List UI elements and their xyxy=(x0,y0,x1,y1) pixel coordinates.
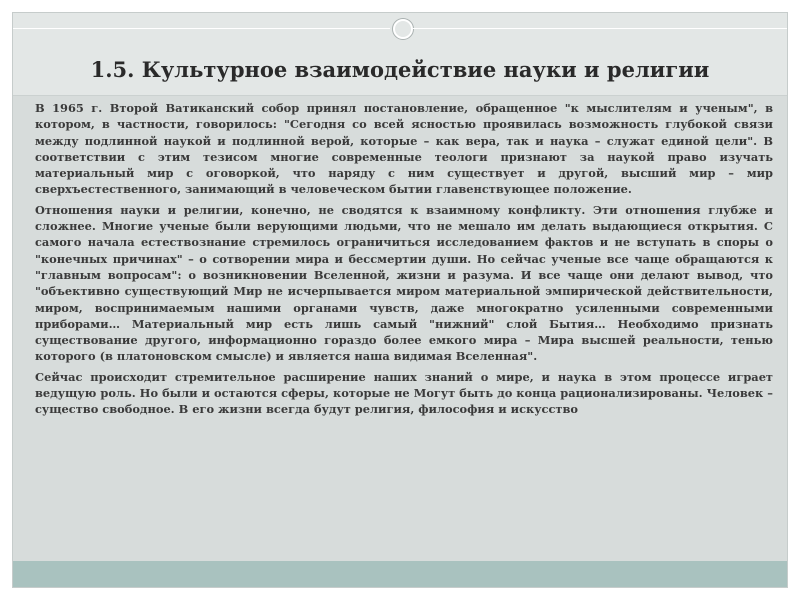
slide-body xyxy=(35,100,773,422)
header-band xyxy=(13,13,787,96)
slide xyxy=(12,12,788,588)
slide-title: 1.5. Культурное взаимодействие науки и религии xyxy=(90,57,710,82)
ring-ornament-icon xyxy=(393,19,413,39)
footer-bar xyxy=(13,561,787,588)
paragraph-3: Сейчас происходит стремительное расширение наших знаний о мире, и наука в этом процессе играет ведущую роль. Но были и остаются сферы, которые не Могут быть до конца рационализированы. Человек – существо свободное. В его жизни всегда будут религия, философия и искусство xyxy=(35,369,773,417)
paragraph-1: В 1965 г. Второй Ватиканский собор принял постановление, обращенное "к мыслителям и ученым", в котором, в частности, говорилось: "Сегодня со всей ясностью проявилась возможность глубокой связи между подлинной наукой и подлинной верой, которые – как вера, так и наука – служат единой цели". В соответствии с этим тезисом многие современные теологи признают за наукой право изучать материальный мир с оговоркой, что наряду с ним существует и другой, высший мир – мир сверхъестественного, занимающий в человеческом бытии главенствующее положение. xyxy=(35,101,773,197)
paragraph-2: Отношения науки и религии, конечно, не сводятся к взаимному конфликту. Эти отношения глубже и сложнее. Многие ученые были верующими людьми, что не мешало им делать выдающиеся открытия. С самого начала естествознание стремилось ограничиться исследованием фактов и не вступать в споры о "конечных причинах" – о сотворении мира и бессмертии души. Но сейчас ученые все чаще обращаются к "главным вопросам": о возникновении Вселенной, жизни и разума. И все чаще они делают вывод, что "объективно существующий Мир не исчерпывается миром материальной эмпирической действительности, миром, воспринимаемым нашими органами чувств, даже многократно усиленными современными приборами… Материальный мир есть лишь самый "нижний" слой Бытия… Необходимо признать существование другого, информационно гораздо более емкого мира – Мира высшей реальности, тенью которого (в платоновском смысле) и является наша видимая Вселенная". xyxy=(35,202,773,364)
decorative-line-left xyxy=(13,28,390,29)
decorative-line-right xyxy=(413,28,788,29)
